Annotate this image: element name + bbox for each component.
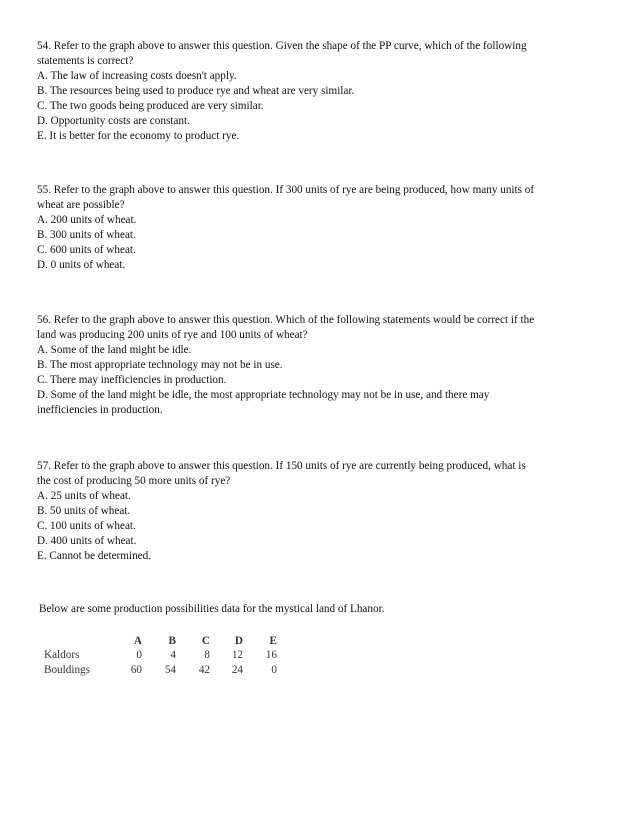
table-cell: 16	[265, 649, 277, 661]
table-intro-text: Below are some production possibilities data for the mystical land of Lhanor.	[39, 603, 385, 615]
row-label-kaldors: Kaldors	[44, 649, 80, 661]
table-header-row	[44, 634, 277, 648]
table-cell: 0	[136, 649, 142, 661]
answer-option-c: C. There may inefficiencies in production.	[37, 374, 227, 386]
question-55	[37, 183, 603, 273]
question-stem-line: land was producing 200 units of rye and 100 units of wheat?	[37, 329, 308, 341]
table-row	[44, 648, 277, 663]
column-header-c: C	[201, 635, 210, 647]
table-cell: 12	[231, 649, 243, 661]
table-cell: 4	[170, 649, 176, 661]
question-stem-line: 56. Refer to the graph above to answer this question. Which of the following statements would be correct if the	[37, 314, 535, 326]
answer-option-b: B. 300 units of wheat.	[37, 229, 136, 241]
production-possibilities-table	[44, 634, 277, 678]
table-cell: 42	[198, 664, 210, 676]
table-cell: 60	[130, 664, 142, 676]
question-stem-line: 57. Refer to the graph above to answer this question. If 150 units of rye are currently being produced, what is	[37, 460, 526, 472]
column-header-blank	[44, 634, 114, 648]
question-54	[37, 39, 603, 144]
answer-option-c: C. 100 units of wheat.	[37, 520, 136, 532]
question-stem-line: statements is correct?	[37, 55, 134, 67]
answer-option-b: B. The resources being used to produce rye and wheat are very similar.	[37, 85, 355, 97]
answer-option-a: A. 200 units of wheat.	[37, 214, 137, 226]
answer-option-b: B. The most appropriate technology may not be in use.	[37, 359, 283, 371]
table-cell: 54	[164, 664, 176, 676]
table-cell: 8	[204, 649, 210, 661]
column-header-b: B	[168, 635, 176, 647]
row-label-bouldings: Bouldings	[44, 664, 91, 676]
table-cell: 24	[231, 664, 243, 676]
question-57	[37, 459, 603, 564]
answer-option-d: D. Opportunity costs are constant.	[37, 115, 190, 127]
column-header-a: A	[133, 635, 142, 647]
answer-option-a: A. 25 units of wheat.	[37, 490, 131, 502]
answer-option-d: D. Some of the land might be idle, the most appropriate technology may not be in use, and there may	[37, 389, 490, 401]
question-stem-line: 54. Refer to the graph above to answer this question. Given the shape of the PP curve, which of the following	[37, 40, 527, 52]
question-56	[37, 313, 603, 418]
answer-option-e: E. Cannot be determined.	[37, 550, 152, 562]
answer-option-a: A. Some of the land might be idle.	[37, 344, 192, 356]
answer-option-d: D. 400 units of wheat.	[37, 535, 137, 547]
answer-option-d: D. 0 units of wheat.	[37, 259, 126, 271]
answer-option-a: A. The law of increasing costs doesn't apply.	[37, 70, 237, 82]
question-stem-line: 55. Refer to the graph above to answer this question. If 300 units of rye are being produced, how many units of	[37, 184, 535, 196]
table-row	[44, 663, 277, 678]
column-header-e: E	[269, 635, 277, 647]
answer-option-e: E. It is better for the economy to product rye.	[37, 130, 240, 142]
answer-option-d-continued: inefficiencies in production.	[37, 404, 163, 416]
question-stem-line: the cost of producing 50 more units of rye?	[37, 475, 231, 487]
table-cell: 0	[271, 664, 277, 676]
column-header-d: D	[234, 635, 243, 647]
answer-option-c: C. The two goods being produced are very similar.	[37, 100, 264, 112]
answer-option-c: C. 600 units of wheat.	[37, 244, 136, 256]
answer-option-b: B. 50 units of wheat.	[37, 505, 131, 517]
question-stem-line: wheat are possible?	[37, 199, 125, 211]
